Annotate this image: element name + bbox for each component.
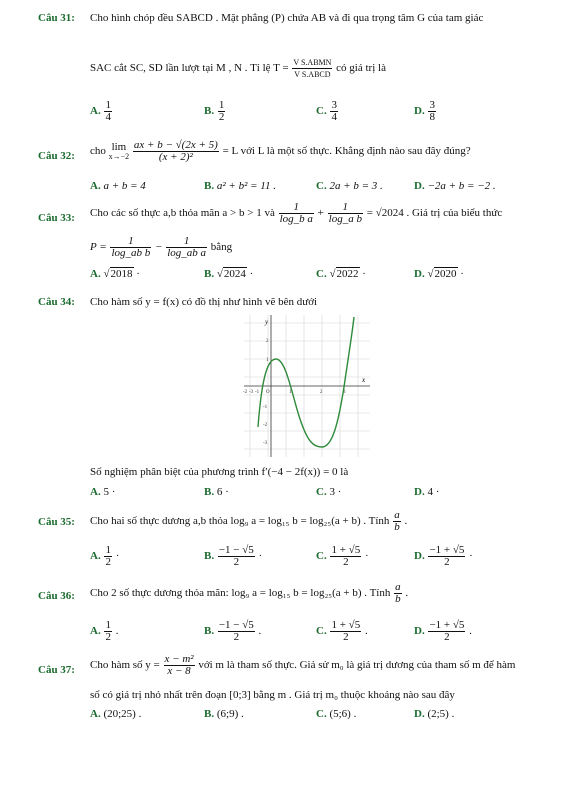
function-numerator: x − m² bbox=[164, 653, 194, 665]
option-denominator: 4 bbox=[105, 111, 111, 123]
option-denominator: 4 bbox=[331, 111, 337, 123]
option-fraction bbox=[330, 545, 361, 568]
fraction-1-num: 1 bbox=[279, 202, 314, 214]
option-numerator: 3 bbox=[331, 99, 337, 111]
q36-option-a[interactable]: A. $\frac{1}{2}$ . bbox=[90, 619, 119, 643]
ratio-num: a bbox=[395, 581, 401, 593]
option-numerator: 1 bbox=[105, 99, 111, 111]
q37-option-a[interactable] bbox=[90, 708, 141, 720]
question-32-text bbox=[90, 140, 471, 163]
question-33-text-line2 bbox=[90, 236, 232, 259]
option-text: 2024 bbox=[223, 268, 246, 280]
question-32-post: = L với L là một số thực. Khẳng định nào sau đây đúng? bbox=[222, 145, 471, 158]
option-numerator: 1 + √5 bbox=[331, 619, 361, 631]
q33-option-c[interactable]: C. √2022 · bbox=[316, 268, 366, 280]
q34-option-d[interactable] bbox=[414, 486, 439, 498]
q33-option-b[interactable]: B. √2024 · bbox=[204, 268, 254, 280]
x-axis-label: x bbox=[362, 376, 366, 384]
question-37-pre: Cho hàm số y = bbox=[90, 659, 160, 672]
option-fraction bbox=[104, 620, 112, 643]
option-numerator: −1 + √5 bbox=[429, 544, 465, 556]
question-31-text-line2a: SAC cắt SC, SD lần lượt tại M , N . Tỉ lệ T = bbox=[90, 62, 289, 75]
p-fraction-2-den: log_ab a bbox=[167, 247, 207, 259]
option-fraction bbox=[104, 100, 112, 123]
p-fraction-1 bbox=[110, 236, 151, 259]
option-fraction bbox=[428, 620, 465, 643]
option-denominator: 2 bbox=[444, 631, 450, 643]
option-text: (2;5) . bbox=[427, 708, 455, 720]
question-34-text: Cho hàm số y = f(x) có đồ thị như hình vẽ bên dưới bbox=[90, 296, 318, 308]
option-numerator: 1 bbox=[105, 619, 111, 631]
question-37-text-line1 bbox=[90, 654, 515, 677]
option-denominator: 2 bbox=[105, 556, 111, 568]
limit-numerator: ax + b − √(2x + 5) bbox=[133, 139, 218, 151]
option-denominator: 2 bbox=[444, 556, 450, 568]
option-text: 2020 bbox=[434, 268, 457, 280]
question-37-text-line2: số có giá trị nhỏ nhất trên đoạn [0;3] bằng m . Giá trị m₀ thuộc khoảng nào sau đây bbox=[90, 689, 455, 701]
question-35-label: Câu 35: bbox=[38, 516, 75, 528]
option-text: (20;25) . bbox=[103, 708, 142, 720]
q36-option-b[interactable]: B. $\frac{-1 - √5}{2}$ . bbox=[204, 619, 262, 643]
p-suffix: bằng bbox=[210, 241, 233, 254]
option-numerator: 3 bbox=[429, 99, 435, 111]
option-denominator: 8 bbox=[429, 111, 435, 123]
option-fraction bbox=[218, 545, 255, 568]
function-graph bbox=[244, 315, 370, 457]
limit-denominator: (x + 2)² bbox=[158, 151, 193, 163]
minus-sign: − bbox=[155, 241, 163, 254]
option-label: A. bbox=[90, 486, 101, 498]
tick-y-2: 2 bbox=[266, 339, 269, 344]
question-34-label: Câu 34: bbox=[38, 296, 75, 308]
option-label: B. bbox=[204, 180, 215, 192]
option-denominator: 2 bbox=[233, 556, 240, 568]
option-label: A. bbox=[90, 268, 101, 280]
option-numerator: −1 − √5 bbox=[218, 544, 254, 556]
option-denominator: 2 bbox=[343, 631, 349, 643]
option-numerator: −1 + √5 bbox=[429, 619, 465, 631]
q35-option-c[interactable]: C. $\frac{1 + √5}{2}$ · bbox=[316, 544, 369, 568]
question-35-text: Cho hai số thực dương a,b thỏa log₉ a = log₁₅ b = log₂₅(a + b) . Tính $\frac{a}{b}$ . bbox=[90, 509, 408, 533]
q32-option-a[interactable] bbox=[90, 180, 146, 192]
option-numerator: 1 bbox=[105, 544, 111, 556]
option-label: D. bbox=[414, 105, 425, 118]
p-fraction-1-num: 1 bbox=[110, 236, 151, 248]
question-32-label: Câu 32: bbox=[38, 150, 75, 162]
option-text: −2a + b = −2 . bbox=[427, 180, 496, 192]
tick-x-2: 2 bbox=[320, 390, 323, 395]
option-label: C. bbox=[316, 708, 327, 720]
option-label: D. bbox=[414, 625, 425, 638]
limit-word: lim bbox=[111, 140, 127, 153]
option-numerator: 1 bbox=[218, 99, 225, 111]
ratio-num: a bbox=[394, 509, 400, 521]
ratio-denominator: V S.ABCD bbox=[294, 70, 331, 79]
limit-operator bbox=[109, 142, 130, 162]
tick-x-1: 1 bbox=[289, 390, 292, 395]
plus-sign: + bbox=[317, 207, 324, 220]
question-33-line1: Cho các số thực a,b thỏa mãn a > b > 1 và bbox=[90, 207, 275, 220]
option-label: B. bbox=[204, 105, 215, 118]
option-text: 6 · bbox=[216, 486, 229, 498]
option-label: D. bbox=[414, 180, 425, 192]
function-curve bbox=[258, 317, 354, 447]
q32-option-c[interactable] bbox=[316, 180, 383, 192]
tick-x-3: 3 bbox=[343, 390, 346, 395]
question-37-post: với m là tham số thực. Giả sử m₀ là giá trị dương của tham số m để hàm bbox=[198, 659, 516, 672]
option-label: C. bbox=[316, 180, 327, 192]
option-label: D. bbox=[414, 268, 425, 280]
question-36-line: Cho 2 số thực dương thỏa mãn: log₉ a = log₁₅ b = log₂₅(a + b) . Tính bbox=[90, 587, 391, 600]
option-denominator: 2 bbox=[105, 631, 111, 643]
q31-option-a[interactable] bbox=[90, 100, 113, 123]
q31-option-c[interactable] bbox=[316, 100, 339, 123]
option-fraction bbox=[330, 620, 361, 643]
ratio-numerator: V S.ABMN bbox=[293, 58, 332, 67]
q35-option-d[interactable]: D. $\frac{-1 + √5}{2}$ · bbox=[414, 544, 473, 568]
q33-option-d[interactable]: D. √2020 · bbox=[414, 268, 464, 280]
q34-option-b[interactable] bbox=[204, 486, 229, 498]
option-label: C. bbox=[316, 105, 327, 118]
tick-x-neg3: -3 bbox=[249, 390, 254, 395]
ratio-den: b bbox=[395, 593, 401, 605]
fraction-1 bbox=[279, 202, 314, 225]
question-33-label: Câu 33: bbox=[38, 212, 75, 224]
option-numerator: 1 + √5 bbox=[331, 544, 361, 556]
option-denominator: 2 bbox=[233, 631, 240, 643]
question-31-text-line2 bbox=[90, 57, 386, 80]
option-text: 4 · bbox=[427, 486, 440, 498]
option-label: B. bbox=[204, 625, 215, 638]
p-fraction-2-num: 1 bbox=[166, 236, 207, 248]
option-label: C. bbox=[316, 268, 327, 280]
tick-y-neg3: -3 bbox=[263, 441, 268, 446]
p-prefix: P = bbox=[90, 241, 107, 254]
option-label: B. bbox=[204, 486, 215, 498]
q37-option-c[interactable] bbox=[316, 708, 356, 720]
question-35-line: Cho hai số thực dương a,b thỏa log₉ a = log₁₅ b = log₂₅(a + b) . Tính bbox=[90, 515, 390, 528]
ratio-a-over-b bbox=[394, 582, 402, 605]
fraction-2 bbox=[328, 202, 363, 225]
option-label: A. bbox=[90, 625, 101, 638]
option-label: D. bbox=[414, 550, 425, 563]
question-31-label: Câu 31: bbox=[38, 12, 75, 24]
q31-option-d[interactable] bbox=[414, 100, 437, 123]
option-label: A. bbox=[90, 180, 101, 192]
limit-fraction bbox=[133, 140, 219, 163]
q31-option-b[interactable] bbox=[204, 100, 226, 123]
option-text: (5;6) . bbox=[329, 708, 357, 720]
option-label: D. bbox=[414, 486, 425, 498]
ratio-den: b bbox=[394, 521, 400, 533]
q32-option-d[interactable] bbox=[414, 180, 496, 192]
option-label: A. bbox=[90, 708, 101, 720]
tick-y-1: 1 bbox=[266, 358, 269, 363]
function-fraction bbox=[164, 654, 195, 677]
p-fraction-1-den: log_ab b bbox=[111, 247, 151, 259]
q37-option-b[interactable] bbox=[204, 708, 244, 720]
ratio-fraction bbox=[292, 57, 332, 80]
option-fraction bbox=[104, 545, 112, 568]
function-denominator: x − 8 bbox=[167, 665, 191, 677]
tick-x-neg1: -1 bbox=[255, 390, 260, 395]
q32-option-b[interactable] bbox=[204, 180, 276, 192]
question-31-text-line1: Cho hình chóp đều SABCD . Mặt phẳng (P) chứa AB và đi qua trọng tâm G của tam giác bbox=[90, 12, 484, 24]
option-denominator: 2 bbox=[343, 556, 349, 568]
tick-y-neg1: -1 bbox=[263, 405, 268, 410]
y-axis-label: y bbox=[265, 318, 269, 326]
option-label: C. bbox=[316, 625, 327, 638]
question-31-text-line2b: có giá trị là bbox=[336, 62, 386, 75]
q35-option-a[interactable]: A. $\frac{1}{2}$ · bbox=[90, 544, 120, 568]
option-text: (6;9) . bbox=[216, 708, 244, 720]
q36-option-c[interactable]: C. $\frac{1 + √5}{2}$ . bbox=[316, 619, 368, 643]
question-32-pre: cho bbox=[90, 145, 106, 158]
option-label: A. bbox=[90, 105, 101, 118]
q34-option-a[interactable] bbox=[90, 486, 115, 498]
option-text: 5 · bbox=[103, 486, 116, 498]
q35-option-b[interactable]: B. $\frac{-1 - √5}{2}$ · bbox=[204, 544, 263, 568]
fraction-2-num: 1 bbox=[328, 202, 363, 214]
q34-option-c[interactable] bbox=[316, 486, 341, 498]
option-label: B. bbox=[204, 268, 215, 280]
option-denominator: 2 bbox=[218, 111, 225, 123]
option-text: 2a + b = 3 . bbox=[329, 180, 383, 192]
option-fraction bbox=[330, 100, 338, 123]
option-text: 2018 bbox=[110, 268, 133, 280]
question-34-equation: Số nghiệm phân biệt của phương trình f′(−4 − 2f(x)) = 0 là bbox=[90, 466, 349, 478]
option-text: 3 · bbox=[329, 486, 342, 498]
question-37-label: Câu 37: bbox=[38, 664, 75, 676]
option-label: B. bbox=[204, 708, 215, 720]
option-label: A. bbox=[90, 550, 101, 563]
question-33-eq: = √2024 . Giá trị của biểu thức bbox=[366, 207, 503, 220]
option-text: a + b = 4 bbox=[103, 180, 146, 192]
option-label: B. bbox=[204, 550, 215, 563]
limit-subscript: x→−2 bbox=[108, 151, 130, 161]
option-fraction bbox=[218, 620, 255, 643]
question-33-text-line1 bbox=[90, 202, 502, 225]
q33-option-a[interactable]: A. √2018 · bbox=[90, 268, 140, 280]
tick-origin: O bbox=[266, 390, 270, 395]
option-fraction bbox=[428, 545, 465, 568]
option-text: a² + b² = 11 . bbox=[216, 180, 276, 192]
q37-option-d[interactable] bbox=[414, 708, 454, 720]
fraction-2-den: log_a b bbox=[328, 213, 362, 225]
option-label: C. bbox=[316, 486, 327, 498]
option-text: 2022 bbox=[336, 268, 359, 280]
tick-y-neg2: -2 bbox=[263, 423, 268, 428]
ratio-a-over-b bbox=[393, 510, 401, 533]
option-label: D. bbox=[414, 708, 425, 720]
fraction-1-den: log_b a bbox=[279, 213, 313, 225]
option-fraction bbox=[428, 100, 436, 123]
p-fraction-2 bbox=[166, 236, 207, 259]
option-fraction bbox=[218, 100, 226, 123]
option-label: C. bbox=[316, 550, 327, 563]
option-numerator: −1 − √5 bbox=[218, 619, 254, 631]
question-36-label: Câu 36: bbox=[38, 590, 75, 602]
tick-x-neg2: -2 bbox=[243, 390, 248, 395]
q36-option-d[interactable]: D. $\frac{-1 + √5}{2}$ . bbox=[414, 619, 472, 643]
question-36-text: Cho 2 số thực dương thỏa mãn: log₉ a = log₁₅ b = log₂₅(a + b) . Tính $\frac{a}{b}$ . bbox=[90, 581, 409, 605]
